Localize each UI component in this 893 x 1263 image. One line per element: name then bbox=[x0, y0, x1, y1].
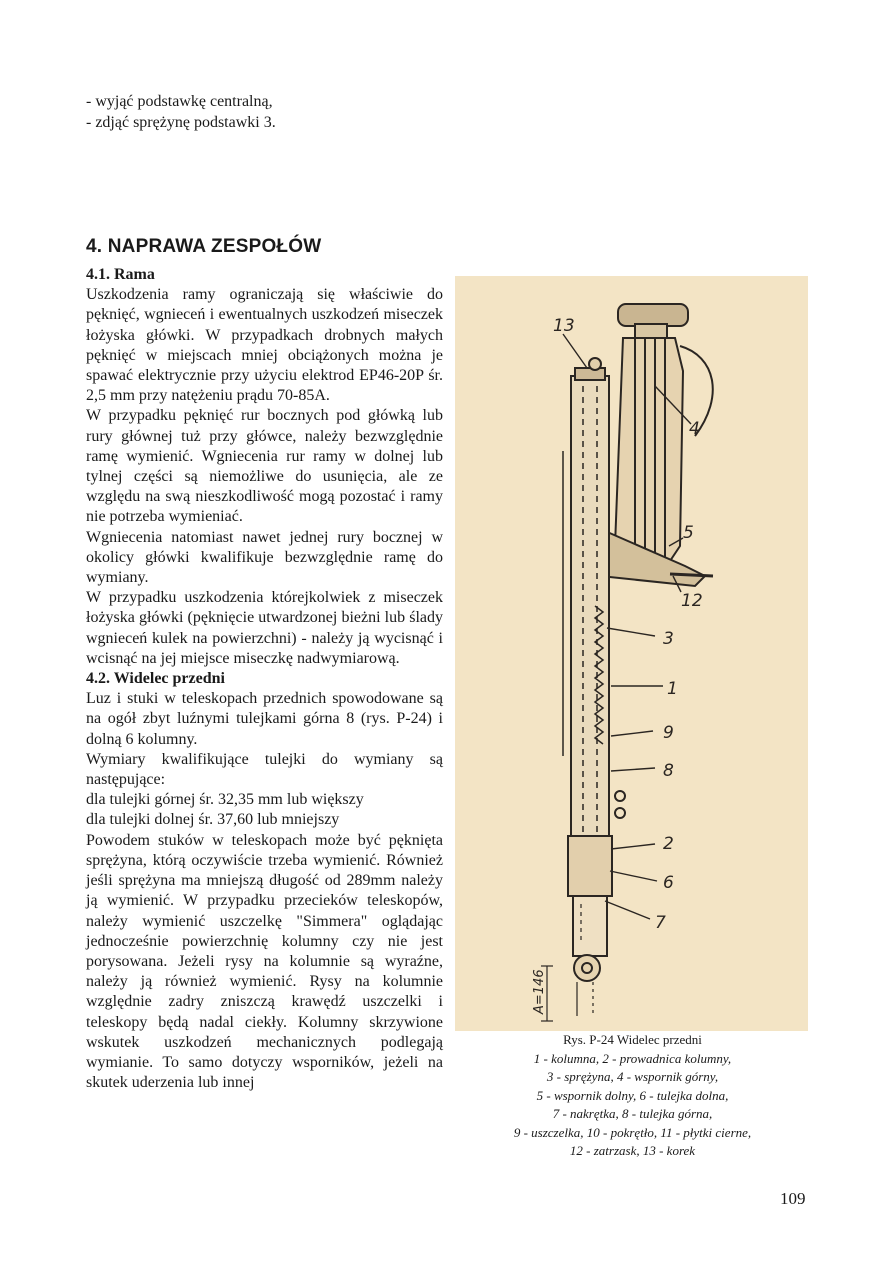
label-dimension: A=146 bbox=[532, 969, 547, 1014]
figure-caption bbox=[480, 1031, 785, 1161]
caption-line: 9 - uszczelka, 10 - pokrętło, 11 - płytki cierne, bbox=[513, 1124, 752, 1140]
fork-drawing bbox=[455, 276, 808, 1031]
label-13: 13 bbox=[553, 316, 575, 336]
caption-line: 12 - zatrzask, 13 - korek bbox=[569, 1143, 696, 1158]
label-9: 9 bbox=[663, 723, 674, 743]
caption-line: 7 - nakrętka, 8 - tulejka górna, bbox=[552, 1106, 713, 1121]
subsection-heading-widelec: 4.2. Widelec przedni bbox=[86, 670, 225, 688]
paragraph: Uszkodzenia ramy ograniczają się właściwie do pęknięć, wgnieceń i ewentualnych uszkodzeń miseczek łożyska główki. W przypadkach drobnych małych pęknięć w miejscach mniej obciążonych można je spawać elektrycznie przy użyciu elektrod EP46-20P śr. 2,5 mm przy natężeniu prądu 70-85A. bbox=[86, 286, 443, 405]
label-12: 12 bbox=[681, 591, 703, 611]
knob-shape bbox=[618, 304, 688, 326]
label-5: 5 bbox=[683, 523, 694, 543]
label-7: 7 bbox=[655, 913, 666, 933]
label-4: 4 bbox=[689, 419, 700, 439]
label-8: 8 bbox=[663, 761, 674, 781]
intro-line: - wyjąć podstawkę centralną, bbox=[86, 93, 273, 110]
label-1: 1 bbox=[667, 679, 678, 699]
intro-list bbox=[86, 91, 276, 133]
dimension-line: dla tulejki dolnej śr. 37,60 lub mniejszy bbox=[86, 811, 340, 829]
caption-line: 1 - kolumna, 2 - prowadnica kolumny, bbox=[533, 1050, 732, 1066]
caption-line: 5 - wspornik dolny, 6 - tulejka dolna, bbox=[536, 1087, 729, 1103]
section-heading: 4. NAPRAWA ZESPOŁÓW bbox=[86, 236, 322, 257]
paragraph: Wymiary kwalifikujące tulejki do wymiany są następujące: bbox=[86, 750, 443, 789]
paragraph: Powodem stuków w teleskopach może być pęknięta sprężyna, którą oczywiście trzeba wymienić. Również jeśli sprężyna ma mniejszą długość od 289mm należy ją wymienić. W przypadku przecieków teleskopów, należy wymienić uszczelkę "Simmera" oglądając jednocześnie powierzchnię kolumny czy nie jest porysowana. Jeżeli rysy na kolumnie są wyraźne, należy ją również wymienić. Rysy na kolumnie względnie zadry zniszczą krawędź uszczelki i teleskopy będą nadal ciekły. Kolumny skrzywione wskutek uszkodzeń mechanicznych podlegają wymianie. To samo dotyczy wsporników, jeżeli na skutek uderzenia lub innej bbox=[86, 831, 443, 1092]
paragraph: Wgniecenia natomiast nawet jednej rury bocznej w okolicy główki kwalifikuje bezwzględnie ramę do wymiany. bbox=[86, 528, 443, 587]
caption-title: Rys. P-24 Widelec przedni bbox=[563, 1032, 702, 1047]
fork-figure bbox=[455, 276, 808, 1031]
paragraph: Luz i stuki w teleskopach przednich spowodowane są na ogół zbyt luźnymi tulejkami górna 8 (rys. P-24) i dolną 6 kolumny. bbox=[86, 690, 443, 748]
label-3: 3 bbox=[663, 629, 674, 649]
label-6: 6 bbox=[663, 873, 674, 893]
label-2: 2 bbox=[663, 834, 674, 854]
paragraph: W przypadku uszkodzenia którejkolwiek z miseczek łożyska główki (pęknięcie utwardzonej bieżni lub ślady wgnieceń kulek na powierzchni) - należy ją wycisnąć i wcisnąć na jej miejsce miseczkę nadwymiarową. bbox=[86, 589, 443, 667]
caption-line: 3 - sprężyna, 4 - wspornik górny, bbox=[546, 1069, 719, 1084]
page-number: 109 bbox=[780, 1189, 806, 1208]
subsection-heading-rama: 4.1. Rama bbox=[86, 266, 155, 283]
dimension-line: dla tulejki górnej śr. 32,35 mm lub większy bbox=[86, 791, 364, 809]
intro-line: - zdjąć sprężynę podstawki 3. bbox=[86, 114, 276, 131]
body-text-column bbox=[86, 265, 443, 1093]
paragraph: W przypadku pęknięć rur bocznych pod główką lub rury głównej tuż przy główce, należy bezwzględnie ramę wymienić. Wgniecenia rur ramy w dolnej lub tylnej części są niemożliwe do usunięcia, ale ze względu na swą nieszkodliwość mogą pozostać i ramy nie potrzeba wymieniać. bbox=[86, 407, 443, 526]
